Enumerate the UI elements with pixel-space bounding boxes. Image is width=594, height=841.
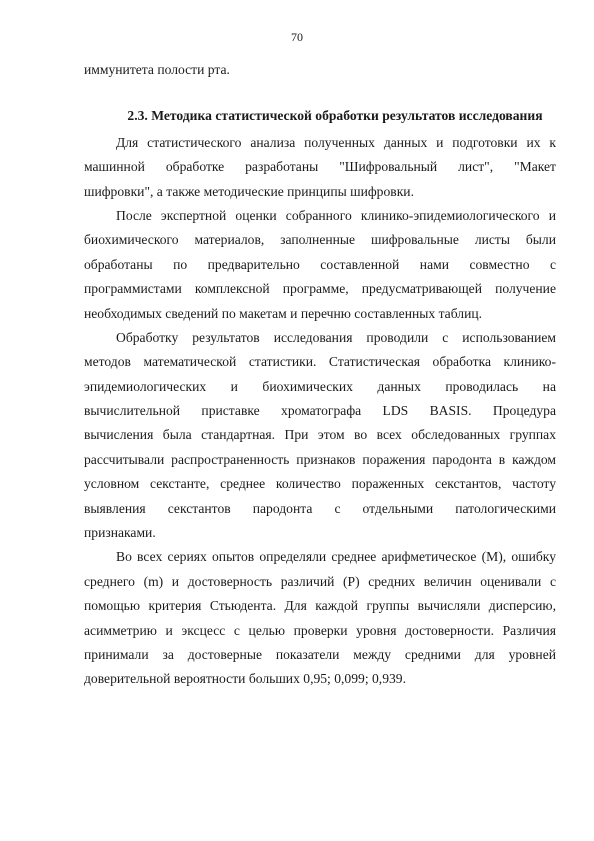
paragraph-line: условном секстанте, среднее количество пораженных секстантов, частоту — [84, 476, 556, 492]
paragraph-line: признаками. — [84, 525, 156, 541]
paragraph-line: методов математической статистики. Статистическая обработка клинико- — [84, 354, 556, 370]
paragraph-line: асимметрию и эксцесс с целью проверки уровня достоверности. Различия — [84, 622, 556, 638]
paragraph-line: Во всех сериях опытов определяли среднее арифметическое (М), ошибку — [116, 549, 556, 565]
paragraph-2 — [84, 204, 556, 326]
paragraph-line: машинной обработке разработаны "Шифровальный лист", "Макет — [84, 159, 556, 175]
paragraph-line: доверительной вероятности больших 0,95; 0,099; 0,939. — [84, 671, 406, 687]
carryover-line: иммунитета полости рта. — [84, 62, 230, 77]
paragraph-line: программистами комплексной программе, предусматривающей получение — [84, 281, 556, 297]
paragraph-line: рассчитывали распространенность признаков поражения пародонта в каждом — [84, 451, 556, 467]
paragraph-1 — [84, 131, 556, 204]
paragraph-3 — [84, 326, 556, 546]
paragraph-line: биохимического материалов, заполненные шифровальные листы были — [84, 232, 556, 248]
paragraph-line: принимали за достоверные показатели между средними для уровней — [84, 646, 556, 662]
paragraph-line: вычисления была стандартная. При этом во всех обследованных группах — [84, 427, 556, 443]
page-number: 70 — [291, 30, 303, 44]
paragraph-line: обработаны по предварительно составленной нами совместно с — [84, 256, 556, 272]
paragraph-line: После экспертной оценки собранного клинико-эпидемиологического и — [116, 207, 556, 223]
paragraph-line: выявления секстантов пародонта с отдельными патологическими — [84, 500, 556, 516]
paragraph-line: помощью критерия Стьюдента. Для каждой группы вычисляли дисперсию, — [84, 598, 556, 614]
paragraph-line: вычислительной приставке хроматографа LDS BASIS. Процедура — [84, 403, 556, 419]
paragraph-line: среднего (m) и достоверность различий (Р) средних величин оценивали с — [84, 573, 556, 589]
document-body — [84, 58, 556, 692]
paragraph-line: эпидемиологических и биохимических данных проводилась на — [84, 378, 556, 394]
paragraph-line: шифровки", а также методические принципы шифровки. — [84, 183, 414, 199]
section-heading: 2.3. Методика статистической обработки результатов исследования — [127, 108, 543, 124]
paragraph-4 — [84, 545, 556, 691]
paragraph-line: Обработку результатов исследования проводили с использованием — [116, 329, 556, 345]
paragraph-line: Для статистического анализа полученных данных и подготовки их к — [116, 134, 556, 150]
paragraph-line: необходимых сведений по макетам и перечню составленных таблиц. — [84, 305, 483, 321]
